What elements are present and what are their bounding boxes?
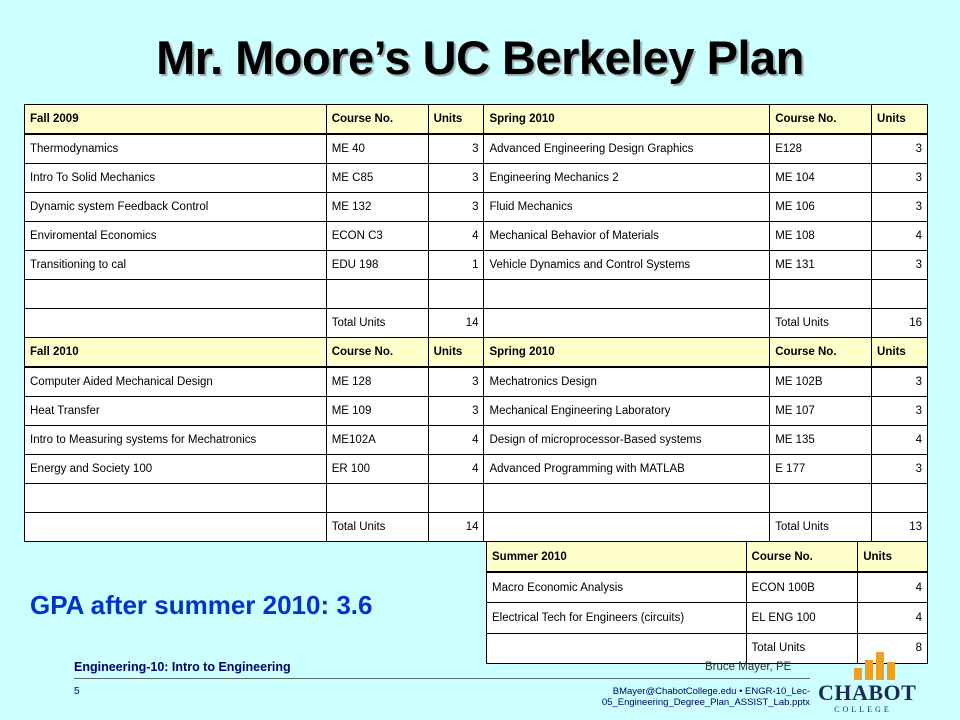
course-code: EL ENG 100 bbox=[746, 603, 858, 634]
course-units: 4 bbox=[428, 426, 484, 455]
gpa-callout: GPA after summer 2010: 3.6 bbox=[30, 590, 373, 620]
term-summer-2010: Summer 2010 bbox=[487, 542, 747, 573]
course-code: ECON C3 bbox=[326, 222, 428, 251]
course-units: 4 bbox=[428, 455, 484, 484]
course-code: ME 40 bbox=[326, 134, 428, 164]
table-row bbox=[25, 367, 928, 397]
chabot-logo bbox=[818, 652, 917, 718]
course-code: ME 109 bbox=[326, 397, 428, 426]
presenter-name: Bruce Mayer, PE bbox=[705, 661, 792, 673]
course-no-header: Course No. bbox=[746, 542, 858, 573]
course-name: Mechanical Engineering Laboratory bbox=[484, 397, 770, 426]
course-units: 3 bbox=[872, 455, 928, 484]
table-row bbox=[25, 426, 928, 455]
course-name: Engineering Mechanics 2 bbox=[484, 164, 770, 193]
course-name: Energy and Society 100 bbox=[25, 455, 327, 484]
course-units: 4 bbox=[872, 426, 928, 455]
table-row bbox=[25, 222, 928, 251]
file-info: BMayer@ChabotCollege.edu • ENGR-10_Lec-05_Engineering_Degree_Plan_ASSIST_Lab.pptx bbox=[601, 686, 810, 708]
table-row bbox=[25, 134, 928, 164]
total-units-label: Total Units bbox=[326, 309, 428, 338]
units-header: Units bbox=[858, 542, 928, 573]
table-row bbox=[487, 572, 928, 603]
course-name: Fluid Mechanics bbox=[484, 193, 770, 222]
course-name: Enviromental Economics bbox=[25, 222, 327, 251]
course-name: Heat Transfer bbox=[25, 397, 327, 426]
course-units: 3 bbox=[872, 164, 928, 193]
course-code: ME 132 bbox=[326, 193, 428, 222]
course-code: ME 107 bbox=[770, 397, 872, 426]
course-code: ME 128 bbox=[326, 367, 428, 397]
header-row bbox=[25, 105, 928, 135]
total-row bbox=[25, 309, 928, 338]
course-code: ME 104 bbox=[770, 164, 872, 193]
course-units: 1 bbox=[428, 251, 484, 280]
course-name: Vehicle Dynamics and Control Systems bbox=[484, 251, 770, 280]
course-code: ME 108 bbox=[770, 222, 872, 251]
table-row bbox=[487, 603, 928, 634]
total-row bbox=[25, 513, 928, 542]
course-code: E 177 bbox=[770, 455, 872, 484]
logo-subtitle: COLLEGE bbox=[834, 705, 892, 714]
total-units-label: Total Units bbox=[770, 513, 872, 542]
course-no-header: Course No. bbox=[326, 338, 428, 368]
total-units-spring-2010-second: 13 bbox=[872, 513, 928, 542]
total-units-spring-2010: 16 bbox=[872, 309, 928, 338]
header-row bbox=[25, 338, 928, 368]
course-no-header: Course No. bbox=[770, 338, 872, 368]
course-units: 3 bbox=[872, 251, 928, 280]
course-code: ME C85 bbox=[326, 164, 428, 193]
course-name: Dynamic system Feedback Control bbox=[25, 193, 327, 222]
course-code: EDU 198 bbox=[326, 251, 428, 280]
table-row bbox=[25, 397, 928, 426]
course-name: Computer Aided Mechanical Design bbox=[25, 367, 327, 397]
course-name: Design of microprocessor-Based systems bbox=[484, 426, 770, 455]
units-header: Units bbox=[428, 105, 484, 135]
table-row bbox=[25, 164, 928, 193]
units-header: Units bbox=[872, 338, 928, 368]
course-code: E128 bbox=[770, 134, 872, 164]
total-units-label: Total Units bbox=[770, 309, 872, 338]
course-name: Advanced Engineering Design Graphics bbox=[484, 134, 770, 164]
empty-row bbox=[25, 484, 928, 513]
footer-divider bbox=[74, 678, 810, 679]
course-code: ME 102B bbox=[770, 367, 872, 397]
term-fall-2010: Fall 2010 bbox=[25, 338, 327, 368]
course-units: 4 bbox=[428, 222, 484, 251]
course-units: 3 bbox=[428, 134, 484, 164]
course-name: Macro Economic Analysis bbox=[487, 572, 747, 603]
total-units-fall-2010: 14 bbox=[428, 513, 484, 542]
term-spring-2010: Spring 2010 bbox=[484, 105, 770, 135]
term-fall-2009: Fall 2009 bbox=[25, 105, 327, 135]
course-name: Mechatronics Design bbox=[484, 367, 770, 397]
course-units: 3 bbox=[872, 134, 928, 164]
course-units: 4 bbox=[858, 603, 928, 634]
course-units: 3 bbox=[872, 397, 928, 426]
header-row bbox=[487, 542, 928, 573]
course-code: ME 131 bbox=[770, 251, 872, 280]
course-no-header: Course No. bbox=[326, 105, 428, 135]
course-name: Mechanical Behavior of Materials bbox=[484, 222, 770, 251]
course-title: Engineering-10: Intro to Engineering bbox=[74, 660, 291, 674]
total-units-fall-2009: 14 bbox=[428, 309, 484, 338]
course-name: Intro To Solid Mechanics bbox=[25, 164, 327, 193]
slide-title: Mr. Moore’s UC Berkeley Plan bbox=[156, 31, 804, 84]
course-no-header: Course No. bbox=[770, 105, 872, 135]
units-header: Units bbox=[872, 105, 928, 135]
summer-table bbox=[486, 541, 928, 664]
course-units: 3 bbox=[428, 367, 484, 397]
course-name: Transitioning to cal bbox=[25, 251, 327, 280]
course-name: Intro to Measuring systems for Mechatronics bbox=[25, 426, 327, 455]
course-code: ME 135 bbox=[770, 426, 872, 455]
course-name: Electrical Tech for Engineers (circuits) bbox=[487, 603, 747, 634]
term-spring-2010-second: Spring 2010 bbox=[484, 338, 770, 368]
course-code: ECON 100B bbox=[746, 572, 858, 603]
empty-row bbox=[25, 280, 928, 309]
units-header: Units bbox=[428, 338, 484, 368]
course-units: 4 bbox=[872, 222, 928, 251]
course-units: 3 bbox=[872, 367, 928, 397]
total-units-label: Total Units bbox=[746, 633, 858, 664]
course-units: 3 bbox=[428, 397, 484, 426]
table-row bbox=[25, 251, 928, 280]
logo-word: CHABOT bbox=[818, 680, 917, 705]
course-code: ME102A bbox=[326, 426, 428, 455]
course-code: ER 100 bbox=[326, 455, 428, 484]
course-name: Thermodynamics bbox=[25, 134, 327, 164]
course-units: 3 bbox=[428, 164, 484, 193]
course-units: 3 bbox=[872, 193, 928, 222]
plan-table bbox=[24, 104, 928, 542]
total-units-summer-2010: 8 bbox=[858, 633, 928, 664]
page-number: 5 bbox=[74, 686, 80, 697]
logo-bars-icon bbox=[854, 652, 902, 680]
course-units: 3 bbox=[428, 193, 484, 222]
total-units-label: Total Units bbox=[326, 513, 428, 542]
course-name: Advanced Programming with MATLAB bbox=[484, 455, 770, 484]
course-units: 4 bbox=[858, 572, 928, 603]
table-row bbox=[25, 193, 928, 222]
table-row bbox=[25, 455, 928, 484]
course-code: ME 106 bbox=[770, 193, 872, 222]
